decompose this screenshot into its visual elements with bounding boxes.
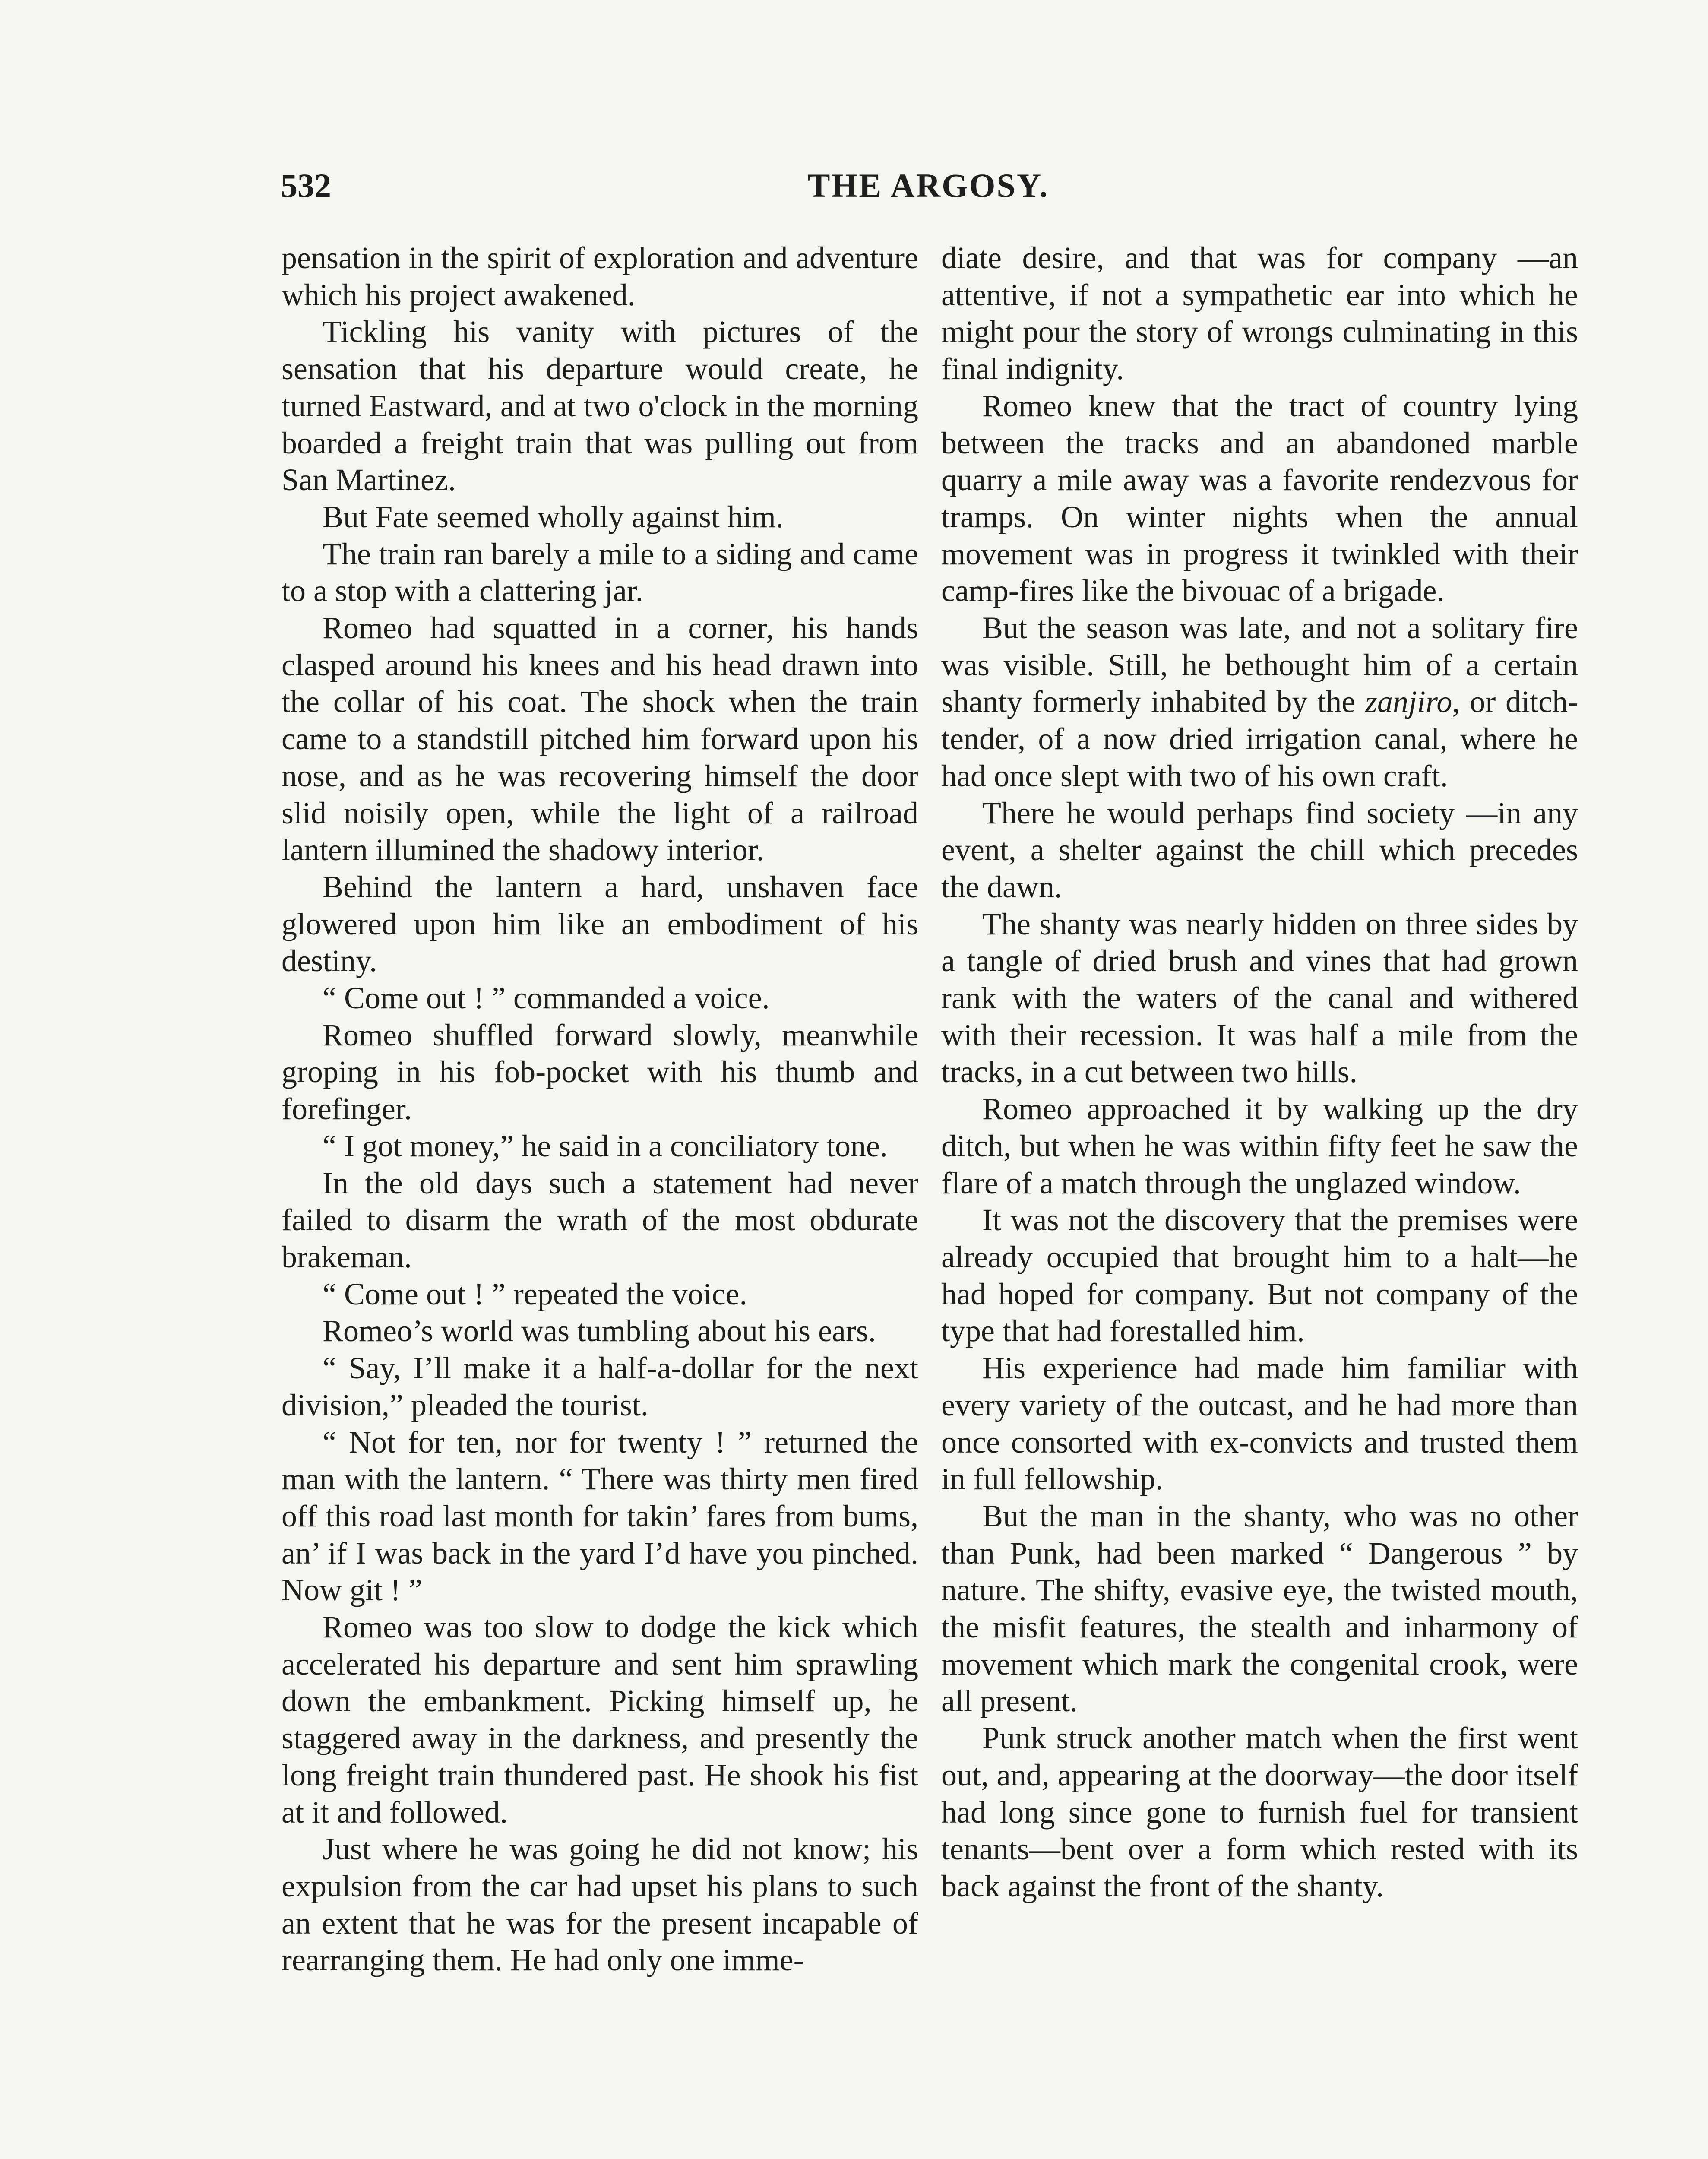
paragraph: “ Come out ! ” commanded a voice. (323, 981, 770, 1016)
paragraph: Romeo was too slow to dodge the kick which accelerated his departure and sent him sprawling down the embankment. Picking himself up, he staggered away in the darkness, and presently the long freight train thundered past. He shook his fist at it and followed. (282, 1610, 918, 1830)
paragraph: In the old days such a statement had never failed to disarm the wrath of the most obdurate brakeman. (282, 1165, 918, 1274)
paragraph: Romeo approached it by walking up the dry ditch, but when he was within fifty feet he saw the flare of a match through the unglazed window. (941, 1092, 1578, 1200)
paragraph: Romeo’s world was tumbling about his ears. (323, 1314, 876, 1349)
paragraph: Tickling his vanity with pictures of the sensation that his departure would create, he turned Eastward, and at two o'clock in the morning boarded a freight train that was pulling out from San Martinez. (282, 314, 918, 497)
paragraph: Romeo had squatted in a corner, his hands clasped around his knees and his head drawn into the collar of his coat. The shock when the train came to a standstill pitched him forward upon his nose, and as he was recovering himself the door slid noisily open, while the light of a railroad lantern illumined the shadowy interior. (282, 611, 918, 867)
paragraph: Punk struck another match when the first went out, and, appearing at the doorway—the door itself had long since gone to furnish fuel for transient tenants—bent over a form which rested with its back against the front of the shanty. (941, 1721, 1578, 1903)
paragraph: The shanty was nearly hidden on three sides by a tangle of dried brush and vines that had grown rank with the waters of the canal and withered with their recession. It was half a mile from the tracks, in a cut between two hills. (941, 906, 1578, 1089)
paragraph: “ I got money,” he said in a conciliatory tone. (323, 1128, 888, 1163)
paragraph: But Fate seemed wholly against him. (323, 499, 784, 534)
page-number: 532 (281, 167, 331, 204)
paragraph: There he would perhaps find society —in any event, a shelter against the chill which precedes the dawn. (941, 795, 1578, 904)
paragraph: Romeo knew that the tract of country lying between the tracks and an abandoned marble quarry a mile away was a favorite rendezvous for tramps. On winter nights when the annual movement was in progress it twinkled with their camp-fires like the bivouac of a brigade. (941, 388, 1578, 608)
italic-term: zanjiro (1365, 684, 1452, 719)
paragraph: “ Come out ! ” repeated the voice. (323, 1276, 747, 1311)
paragraph: It was not the discovery that the premises were already occupied that brought him to a halt—he had hoped for company. But not company of the type that had forestalled him. (941, 1203, 1578, 1349)
text-run: , or ditch-tender, of a now dried irrigation canal, where he had once slept with two of his own craft. (941, 684, 1578, 793)
paragraph: “ Not for ten, nor for twenty ! ” returned the man with the lantern. “ There was thirty men fired off this road last month for takin’ fares from bums, an’ if I was back in the yard I’d have you pinched. Now git ! ” (282, 1425, 918, 1608)
paragraph: diate desire, and that was for company —an attentive, if not a sympathetic ear into which he might pour the story of wrongs culminating in this final indignity. (941, 241, 1578, 386)
paragraph: “ Say, I’ll make it a half-a-dollar for the next division,” pleaded the tourist. (282, 1351, 918, 1422)
left-column (282, 240, 918, 1979)
paragraph: Romeo shuffled forward slowly, meanwhile groping in his fob-pocket with his thumb and forefinger. (282, 1017, 918, 1127)
paragraph (941, 610, 1578, 795)
paragraph: His experience had made him familiar with every variety of the outcast, and he had more than once consorted with ex-convicts and trusted them in full fellowship. (941, 1351, 1578, 1497)
text-run: But the season was late, and not a solitary fire was visible. Still, he bethought him of a certain shanty formerly inhabited by the (941, 611, 1578, 719)
running-title: THE ARGOSY. (807, 167, 1049, 204)
paragraph: The train ran barely a mile to a siding and came to a stop with a clattering jar. (282, 536, 918, 608)
page-header (281, 166, 1576, 214)
paragraph: Behind the lantern a hard, unshaven face glowered upon him like an embodiment of his destiny. (282, 869, 918, 978)
paragraph: pensation in the spirit of exploration and adventure which his project awakened. (282, 241, 918, 312)
paragraph: Just where he was going he did not know; his expulsion from the car had upset his plans to such an extent that he was for the present incapable of rearranging them. He had only one imme- (282, 1832, 918, 1978)
right-column (941, 240, 1578, 1905)
paragraph: But the man in the shanty, who was no other than Punk, had been marked “ Dangerous ” by nature. The shifty, evasive eye, the twisted mouth, the misfit features, the stealth and inharmony of movement which mark the congenital crook, were all present. (941, 1498, 1578, 1719)
